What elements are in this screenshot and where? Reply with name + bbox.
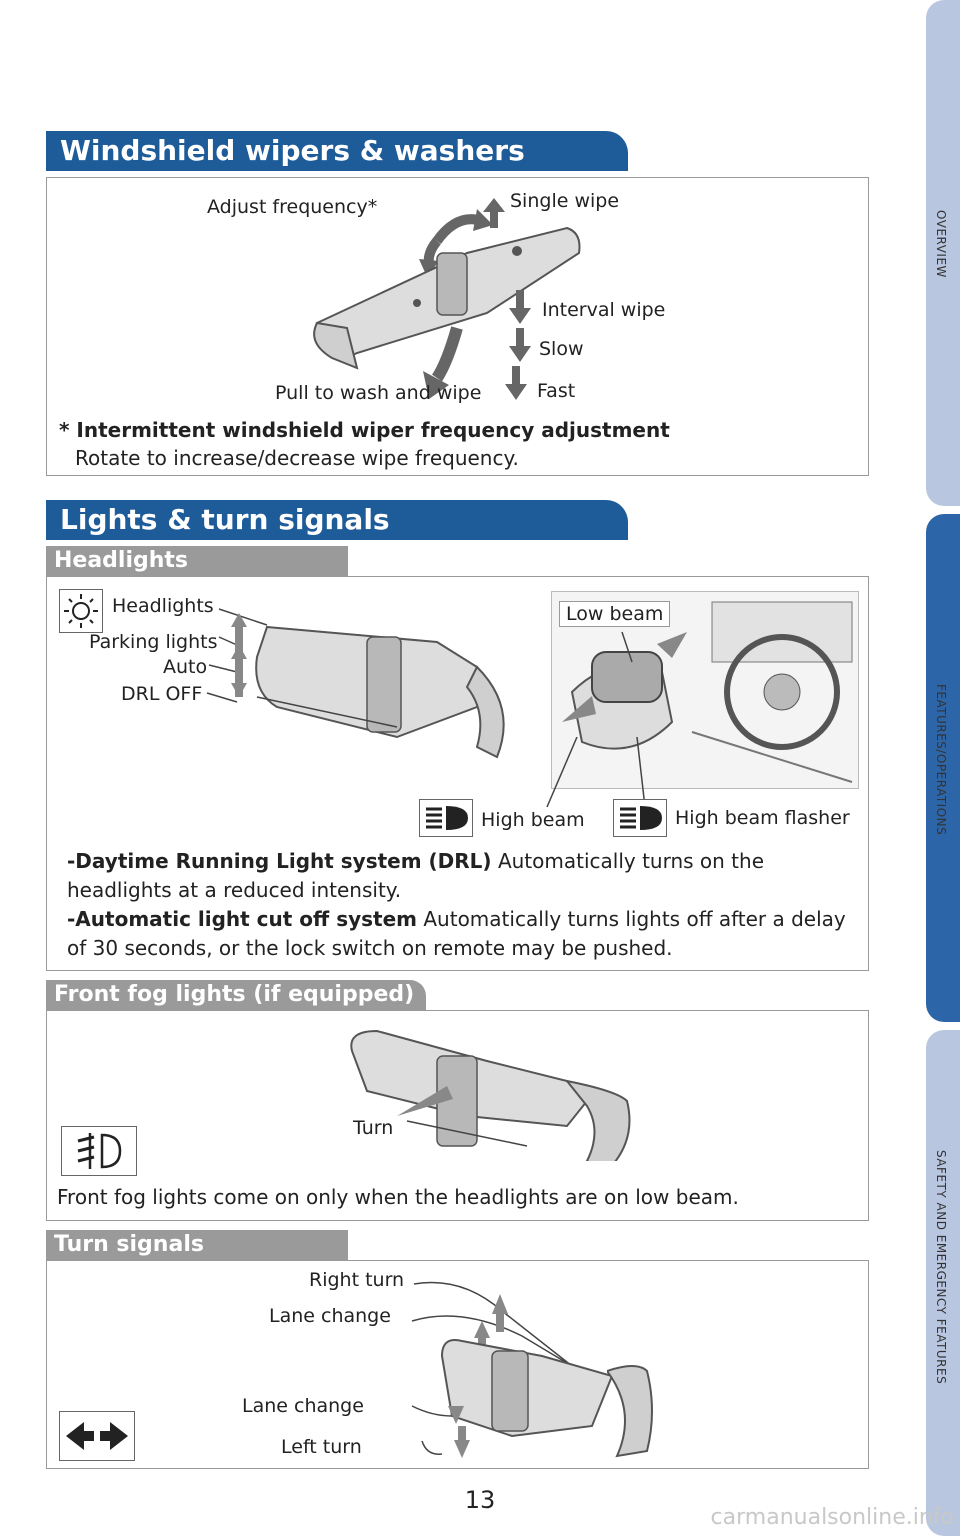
tab-safety[interactable] [926,1030,960,1536]
lane-change-down-label: Lane change [242,1395,364,1417]
slow-label: Slow [539,338,584,360]
adjust-frequency-label: Adjust frequency* [207,196,378,218]
pull-to-wash-label: Pull to wash and wipe [275,382,482,404]
wiper-note-text: Rotate to increase/decrease wipe frequency. [75,446,519,470]
lane-change-up-label: Lane change [269,1305,391,1327]
drl-off-label: DRL OFF [121,683,203,705]
fast-arrow-icon [505,366,527,400]
single-wipe-arrow-icon [483,198,505,228]
parking-lights-label: Parking lights [89,631,218,653]
low-beam-label: Low beam [559,601,670,627]
fog-light-icon [61,1126,137,1176]
headlights-subtitle: Headlights [46,546,348,576]
turn-signals-subtitle: Turn signals [46,1230,348,1260]
high-beam-flasher-label: High beam flasher [675,807,850,829]
turn-stalk-illustration [372,1266,612,1461]
fog-subtitle: Front fog lights (if equipped) [46,980,426,1010]
interval-wipe-label: Interval wipe [542,299,666,321]
cutoff-title: -Automatic light cut off system [67,907,418,931]
high-beam-icon [419,799,473,837]
right-turn-label: Right turn [309,1269,405,1291]
fog-stalk-illustration [337,1021,657,1161]
slow-arrow-icon [509,328,531,362]
drl-title: -Daytime Running Light system (DRL) [67,849,492,873]
tab-features-label: FEATURES/OPERATIONS [934,684,948,836]
cutoff-text: Automatically turns lights off after a delay of 30 seconds, or the lock switch on remote may be pushed. [67,907,846,960]
headlights-label: Headlights [112,595,214,617]
fast-label: Fast [537,380,576,402]
headlight-sun-icon [59,589,103,633]
left-turn-label: Left turn [281,1436,362,1458]
high-beam-label: High beam [481,809,585,831]
tab-overview-label: OVERVIEW [934,210,948,278]
auto-label: Auto [163,656,208,678]
fog-text: Front fog lights come on only when the headlights are on low beam. [57,1185,739,1209]
drl-text: Automatically turns on the headlights at a reduced intensity. [67,849,765,902]
watermark: carmanualsonline.info [710,1505,954,1530]
turn-arrows-icon [59,1411,135,1461]
high-beam-flasher-icon [613,799,667,837]
fog-panel [46,1010,869,1221]
tab-safety-label: SAFETY AND EMERGENCY FEATURES [934,1150,948,1385]
cutoff-paragraph [67,905,847,963]
lights-section-title: Lights & turn signals [46,500,628,540]
turn-stalk-knob [607,1361,657,1461]
wiper-stalk-illustration [277,193,597,403]
wipers-panel [46,177,869,476]
page-number: 13 [464,1486,496,1514]
tab-features-operations[interactable] [926,514,960,1022]
interval-wipe-arrow-icon [509,290,531,324]
fog-turn-label: Turn [353,1117,394,1139]
single-wipe-label: Single wipe [510,190,620,212]
tab-overview[interactable] [926,0,960,506]
headlight-stalk-illustration [197,597,507,767]
headlights-panel [46,576,869,971]
turn-signals-panel [46,1260,869,1469]
wipers-section-title: Windshield wipers & washers [46,131,628,171]
wiper-note-title: * Intermittent windshield wiper frequency adjustment [59,418,670,442]
drl-paragraph [67,847,847,905]
